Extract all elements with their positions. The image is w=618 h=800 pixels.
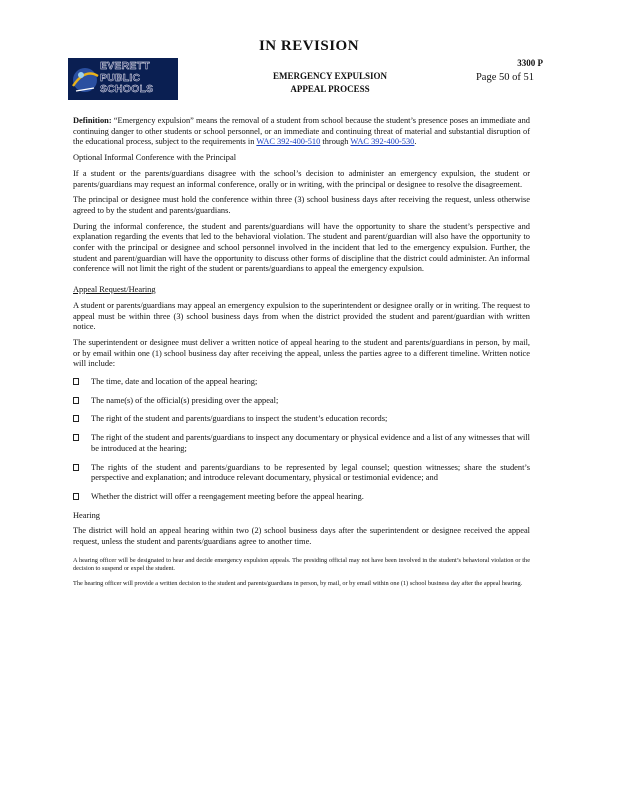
hearing-paragraph-3: The hearing officer will provide a written decision to the student and parents/guardians in person, by mail, or by email within one (1) school business day after the appeal hearing. (73, 579, 523, 587)
list-item-text: The right of the student and parents/guardians to inspect any documentary or physical evidence and a list of any witnesses that will be introduced at the hearing; (91, 433, 530, 453)
title-line-2: APPEAL PROCESS (290, 84, 370, 94)
logo-line-2: PUBLIC (100, 71, 141, 84)
hearing-heading: Hearing (73, 510, 100, 520)
hearing-paragraph-2: A hearing officer will be designated to hear and decide emergency expulsion appeals. The presiding official may not have been involved in the student’s behavioral violation or the decision to suspend or expel the student. (73, 556, 530, 573)
conference-paragraph-1: If a student or the parents/guardians disagree with the school’s decision to administer an emergency expulsion, the student or parents/guardians may request an informal conference, orally or in writing, with the principal or designee to resolve the disagreement. (73, 168, 530, 189)
list-item-text: The name(s) of the official(s) presiding over the appeal; (91, 395, 279, 405)
bullet-box-icon (73, 397, 79, 404)
notice-items-list (73, 377, 530, 503)
optional-conference-heading: Optional Informal Conference with the Principal (73, 153, 237, 163)
logo-line-3: SCHOOLS (100, 83, 154, 95)
list-item (73, 433, 530, 454)
page-number: Page 50 of 51 (475, 72, 534, 83)
appeal-paragraph-1: A student or parents/guardians may appeal an emergency expulsion to the superintendent or designee orally or in writing. The request to appeal must be within three (3) school business days from when the district provided the student and parent/guardian with written notice. (73, 300, 530, 332)
revision-banner: IN REVISION (258, 38, 360, 54)
district-logo (68, 58, 178, 100)
list-item-text: Whether the district will offer a reengagement meeting before the appeal hearing. (91, 491, 364, 501)
document-title (250, 70, 410, 96)
appeal-paragraph-2: The superintendent or designee must deliver a written notice of appeal hearing to the student and parents/guardians in person, by mail, or by email within one (1) school business day after receiving the appeal, unless the parties agree to a different timeline. Written notice will include: (73, 337, 530, 369)
wac-530-link[interactable]: WAC 392-400-530 (350, 137, 415, 147)
list-item-text: The rights of the student and parents/guardians to be represented by legal counsel; question witnesses; share the student’s perspective and explanation; and introduce relevant documentary, physical or testimonial evidence; and (91, 462, 530, 483)
definition-end: . (414, 137, 417, 147)
logo-line-1: EVERETT (100, 60, 150, 72)
definition-text: “Emergency expulsion” means the removal of a student from school because the student’s presence poses an immediate and continuing danger to other students or school personnel, or an immediate and continuing threat of material and substantial disruption of the educational process, subject to the requirements in (73, 116, 530, 147)
definition-paragraph (73, 116, 530, 148)
document-body (73, 116, 530, 594)
bullet-box-icon (73, 415, 79, 422)
appeal-heading: Appeal Request/Hearing (73, 285, 156, 295)
policy-code: 3300 P (517, 58, 543, 68)
bullet-box-icon (73, 493, 79, 500)
hearing-paragraph-1: The district will hold an appeal hearing within two (2) school business days after the superintendent or designee received the appeal request, unless the student and parents/guardians agree to another time. (73, 526, 530, 547)
conference-paragraph-2: The principal or designee must hold the conference within three (3) school business days after receiving the request, unless otherwise agreed to by the student and parents/guardians. (73, 195, 530, 215)
bullet-box-icon (73, 434, 79, 441)
list-item-text: The right of the student and parents/guardians to inspect the student’s education records; (91, 414, 388, 424)
wac-510-link[interactable]: WAC 392-400-510 (256, 137, 321, 147)
definition-label: Definition: (73, 116, 112, 125)
list-item (73, 396, 530, 407)
conference-paragraph-3: During the informal conference, the student and parents/guardians will have the opportunity to share the student’s perspective and explanation regarding the events that led to the behavioral violation. The student and parent/guardian will also have the opportunity to confer with the principal or designee and school personnel involved in the incident that led to the emergency expulsion. Further, the student and parent/guardian will have the opportunity to discuss other forms of discipline that the district could administer. An informal conference will not limit the right of the student or parents/guardians to appeal the emergency expulsion. (73, 221, 530, 274)
list-item-text: The time, date and location of the appeal hearing; (91, 377, 258, 387)
bullet-box-icon (73, 464, 79, 471)
list-item (73, 377, 530, 388)
list-item (73, 463, 530, 484)
logo-text (100, 61, 178, 96)
bullet-box-icon (73, 378, 79, 385)
title-line-1: EMERGENCY EXPULSION (273, 71, 387, 81)
definition-through: through (320, 137, 351, 147)
list-item (73, 492, 530, 503)
list-item (73, 414, 530, 425)
